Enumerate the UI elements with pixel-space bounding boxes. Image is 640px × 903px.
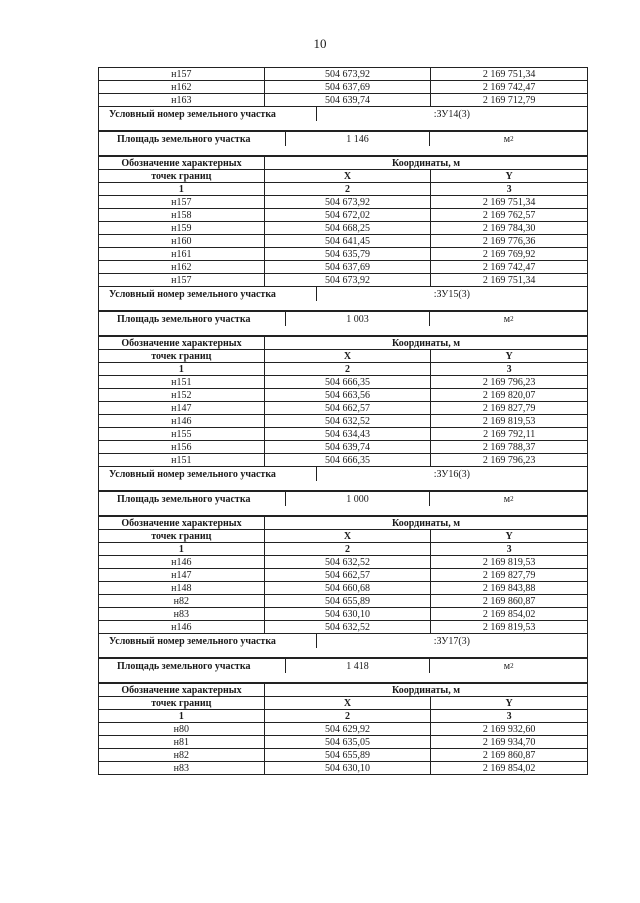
y-cell: 2 169 796,23 — [430, 454, 587, 466]
table-row — [99, 68, 587, 80]
y-cell: 2 169 820,07 — [430, 389, 587, 401]
x-cell: 504 637,69 — [264, 261, 431, 273]
column-number: 1 — [178, 710, 184, 722]
point-cell: н162 — [171, 81, 192, 93]
x-cell: 504 634,43 — [264, 428, 431, 440]
table-row — [99, 555, 587, 568]
y-cell: 2 169 712,79 — [430, 94, 587, 106]
table-row — [99, 440, 587, 453]
parcel-id: :ЗУ15(3) — [316, 287, 587, 301]
table-row — [99, 568, 587, 581]
y-cell: 2 169 788,37 — [430, 441, 587, 453]
table-row — [99, 620, 587, 633]
column-number: 3 — [430, 363, 587, 375]
table-row — [99, 208, 587, 221]
area-unit-text: м — [503, 313, 511, 325]
conditional-number-row — [99, 467, 587, 481]
table-row — [99, 414, 587, 427]
point-cell: н146 — [171, 415, 192, 427]
header-row — [99, 169, 587, 182]
area-unit-text: м — [503, 493, 511, 505]
y-header: Y — [430, 697, 587, 709]
x-cell: 504 630,10 — [264, 762, 431, 774]
y-cell: 2 169 934,70 — [430, 736, 587, 748]
table-row — [99, 427, 587, 440]
y-cell: 2 169 742,47 — [430, 81, 587, 93]
table-row — [99, 748, 587, 761]
area-unit: м 2 — [429, 132, 587, 146]
x-cell: 504 632,52 — [264, 415, 431, 427]
parcel-id: :ЗУ14(3) — [316, 107, 587, 121]
x-cell: 504 655,89 — [264, 749, 431, 761]
point-cell: н146 — [171, 621, 192, 633]
point-cell: н147 — [171, 569, 192, 581]
area-row — [99, 658, 587, 673]
x-header: X — [264, 350, 431, 362]
spacer — [99, 481, 587, 491]
table-row — [99, 388, 587, 401]
point-cell: н163 — [171, 94, 192, 106]
x-cell: 504 672,02 — [264, 209, 431, 221]
parcel-block — [98, 466, 588, 634]
x-cell: 504 662,57 — [264, 402, 431, 414]
x-cell: 504 668,25 — [264, 222, 431, 234]
area-unit-text: м — [503, 133, 511, 145]
area-unit: м 2 — [429, 659, 587, 673]
table-row — [99, 594, 587, 607]
point-header-2: точек границ — [151, 530, 212, 542]
conditional-number-label: Условный номер земельного участка — [109, 635, 276, 647]
point-header: Обозначение характерных — [121, 337, 242, 349]
table-row — [99, 607, 587, 620]
y-header: Y — [430, 350, 587, 362]
coords-header: Координаты, м — [264, 337, 587, 349]
coords-header: Координаты, м — [264, 684, 587, 696]
column-number: 2 — [264, 710, 431, 722]
column-number-row — [99, 542, 587, 555]
point-cell: н148 — [171, 582, 192, 594]
coords-header: Координаты, м — [264, 517, 587, 529]
point-header-2: точек границ — [151, 170, 212, 182]
point-cell: н160 — [171, 235, 192, 247]
table-row — [99, 234, 587, 247]
coords-header: Координаты, м — [264, 157, 587, 169]
point-cell: н158 — [171, 209, 192, 221]
conditional-number-label: Условный номер земельного участка — [109, 468, 276, 480]
header-row — [99, 529, 587, 542]
point-cell: н152 — [171, 389, 192, 401]
parcel-id: :ЗУ16(3) — [316, 467, 587, 481]
y-cell: 2 169 751,34 — [430, 196, 587, 208]
table-row — [99, 722, 587, 735]
x-cell: 504 635,79 — [264, 248, 431, 260]
area-label: Площадь земельного участка — [117, 493, 251, 505]
parcel-block — [98, 633, 588, 775]
x-header: X — [264, 697, 431, 709]
area-unit-text: м — [503, 660, 511, 672]
y-cell: 2 169 776,36 — [430, 235, 587, 247]
coordinates-document — [98, 67, 588, 775]
column-number: 3 — [430, 710, 587, 722]
table-row — [99, 247, 587, 260]
point-cell: н159 — [171, 222, 192, 234]
point-cell: н155 — [171, 428, 192, 440]
y-cell: 2 169 784,30 — [430, 222, 587, 234]
column-number: 2 — [264, 363, 431, 375]
x-header: X — [264, 530, 431, 542]
x-cell: 504 663,56 — [264, 389, 431, 401]
y-cell: 2 169 819,53 — [430, 621, 587, 633]
spacer — [99, 648, 587, 658]
table-row — [99, 375, 587, 388]
point-cell: н151 — [171, 376, 192, 388]
area-unit: м 2 — [429, 492, 587, 506]
point-cell: н82 — [173, 595, 189, 607]
x-cell: 504 641,45 — [264, 235, 431, 247]
point-cell: н161 — [171, 248, 192, 260]
area-row — [99, 311, 587, 326]
column-number: 2 — [264, 543, 431, 555]
column-number: 3 — [430, 183, 587, 195]
area-value: 1 418 — [285, 659, 430, 673]
point-cell: н82 — [173, 749, 189, 761]
point-cell: н157 — [171, 196, 192, 208]
y-cell: 2 169 751,34 — [430, 274, 587, 286]
point-header: Обозначение характерных — [121, 517, 242, 529]
table-row — [99, 401, 587, 414]
spacer — [99, 301, 587, 311]
header-row — [99, 683, 587, 696]
conditional-number-row — [99, 107, 587, 121]
table-row — [99, 581, 587, 594]
area-value: 1 000 — [285, 492, 430, 506]
spacer — [99, 326, 587, 336]
point-cell: н83 — [173, 608, 189, 620]
parcel-block — [98, 286, 588, 467]
header-row — [99, 516, 587, 529]
table-row — [99, 761, 587, 774]
y-cell: 2 169 792,11 — [430, 428, 587, 440]
y-cell: 2 169 860,87 — [430, 749, 587, 761]
y-cell: 2 169 827,79 — [430, 402, 587, 414]
y-cell: 2 169 860,87 — [430, 595, 587, 607]
table-row — [99, 80, 587, 93]
table-row — [99, 195, 587, 208]
x-cell: 504 673,92 — [264, 274, 431, 286]
y-cell: 2 169 843,88 — [430, 582, 587, 594]
point-cell: н80 — [173, 723, 189, 735]
table-row — [99, 273, 587, 286]
point-cell: н146 — [171, 556, 192, 568]
x-header: X — [264, 170, 431, 182]
header-row — [99, 696, 587, 709]
page-number: 10 — [313, 36, 327, 51]
conditional-number-label: Условный номер земельного участка — [109, 108, 276, 120]
area-label: Площадь земельного участка — [117, 133, 251, 145]
x-cell: 504 639,74 — [264, 94, 431, 106]
y-header: Y — [430, 530, 587, 542]
x-cell: 504 660,68 — [264, 582, 431, 594]
table-row — [99, 453, 587, 466]
area-value: 1 003 — [285, 312, 430, 326]
table-row — [99, 221, 587, 234]
column-number: 3 — [430, 543, 587, 555]
x-cell: 504 632,52 — [264, 556, 431, 568]
header-row — [99, 156, 587, 169]
x-cell: 504 630,10 — [264, 608, 431, 620]
x-cell: 504 632,52 — [264, 621, 431, 633]
point-header-2: точек границ — [151, 697, 212, 709]
y-header: Y — [430, 170, 587, 182]
point-cell: н81 — [173, 736, 189, 748]
point-header-2: точек границ — [151, 350, 212, 362]
parcel-block — [98, 106, 588, 287]
y-cell: 2 169 854,02 — [430, 762, 587, 774]
header-row — [99, 336, 587, 349]
column-number-row — [99, 362, 587, 375]
spacer — [99, 121, 587, 131]
point-cell: н147 — [171, 402, 192, 414]
column-number: 1 — [178, 363, 184, 375]
conditional-number-row — [99, 634, 587, 648]
area-row — [99, 491, 587, 506]
conditional-number-label: Условный номер земельного участка — [109, 288, 276, 300]
header-row — [99, 349, 587, 362]
x-cell: 504 637,69 — [264, 81, 431, 93]
y-cell: 2 169 762,57 — [430, 209, 587, 221]
spacer — [99, 673, 587, 683]
area-value: 1 146 — [285, 132, 430, 146]
y-cell: 2 169 827,79 — [430, 569, 587, 581]
column-number-row — [99, 709, 587, 722]
y-cell: 2 169 932,60 — [430, 723, 587, 735]
point-header: Обозначение характерных — [121, 684, 242, 696]
column-number: 1 — [178, 543, 184, 555]
area-label: Площадь земельного участка — [117, 313, 251, 325]
x-cell: 504 673,92 — [264, 196, 431, 208]
column-number: 2 — [264, 183, 431, 195]
x-cell: 504 662,57 — [264, 569, 431, 581]
x-cell: 504 639,74 — [264, 441, 431, 453]
area-unit: м 2 — [429, 312, 587, 326]
area-label: Площадь земельного участка — [117, 660, 251, 672]
table-row — [99, 260, 587, 273]
x-cell: 504 673,92 — [264, 68, 431, 80]
point-header: Обозначение характерных — [121, 157, 242, 169]
x-cell: 504 629,92 — [264, 723, 431, 735]
column-number-row — [99, 182, 587, 195]
area-row — [99, 131, 587, 146]
x-cell: 504 635,05 — [264, 736, 431, 748]
table-row — [99, 93, 587, 106]
table-row — [99, 735, 587, 748]
y-cell: 2 169 819,53 — [430, 556, 587, 568]
y-cell: 2 169 854,02 — [430, 608, 587, 620]
conditional-number-row — [99, 287, 587, 301]
point-cell: н162 — [171, 261, 192, 273]
spacer — [99, 146, 587, 156]
x-cell: 504 666,35 — [264, 454, 431, 466]
parcel-id: :ЗУ17(3) — [316, 634, 587, 648]
spacer — [99, 506, 587, 516]
point-cell: н83 — [173, 762, 189, 774]
point-cell: н157 — [171, 274, 192, 286]
point-cell: н156 — [171, 441, 192, 453]
continuation-table — [98, 67, 588, 107]
x-cell: 504 655,89 — [264, 595, 431, 607]
y-cell: 2 169 796,23 — [430, 376, 587, 388]
y-cell: 2 169 742,47 — [430, 261, 587, 273]
y-cell: 2 169 769,92 — [430, 248, 587, 260]
point-cell: н151 — [171, 454, 192, 466]
y-cell: 2 169 819,53 — [430, 415, 587, 427]
point-cell: н157 — [171, 68, 192, 80]
y-cell: 2 169 751,34 — [430, 68, 587, 80]
column-number: 1 — [178, 183, 184, 195]
x-cell: 504 666,35 — [264, 376, 431, 388]
